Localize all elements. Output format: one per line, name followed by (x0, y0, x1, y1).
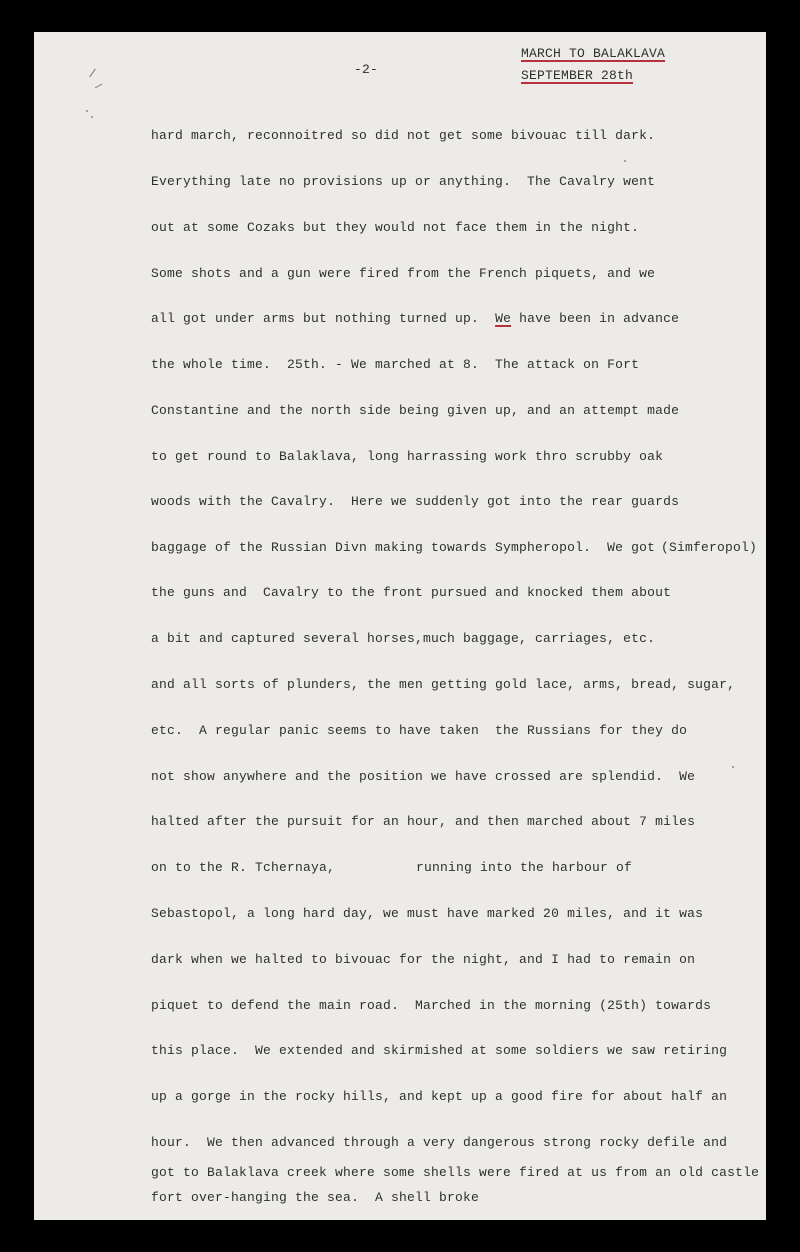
pencil-mark (95, 84, 102, 89)
text-line-8: to get round to Balaklava, long harrassing work thro scrubby oak (151, 449, 664, 464)
text-line-2: Everything late no provisions up or anything. The Cavalry went (151, 174, 656, 189)
document-page (34, 32, 766, 1220)
text-line-14: etc. A regular panic seems to have taken the Russians for they do (151, 723, 688, 738)
text-line-13: and all sorts of plunders, the men getting gold lace, arms, bread, sugar, (151, 677, 736, 692)
text-line-9: woods with the Cavalry. Here we suddenly got into the rear guards (151, 494, 680, 509)
text-line-18: Sebastopol, a long hard day, we must have marked 20 miles, and it was (151, 906, 704, 921)
text-line-19: dark when we halted to bivouac for the night, and I had to remain on (151, 952, 696, 967)
paper-speck (91, 116, 93, 118)
text-line-15: not show anywhere and the position we have crossed are splendid. We (151, 769, 696, 784)
text-line-3: out at some Cozaks but they would not face them in the night. (151, 220, 640, 235)
header-title: MARCH TO BALAKLAVA (521, 46, 666, 61)
paper-speck (86, 110, 88, 112)
text-line-17: on to the R. Tchernaya, (151, 860, 336, 875)
underlined-word: We (495, 311, 512, 326)
text-line-25: fort over-hanging the sea. A shell broke (151, 1190, 480, 1205)
text-line-24: got to Balaklava creek where some shells were fired at us from an old castle (151, 1165, 760, 1180)
text-line-23: hour. We then advanced through a very dangerous strong rocky defile and (151, 1135, 728, 1150)
text-line-11: the guns and Cavalry to the front pursued and knocked them about (151, 585, 672, 600)
margin-note: (Simferopol) (661, 540, 758, 555)
text-line-5-end: have been in advance (511, 311, 680, 326)
text-line-10: baggage of the Russian Divn making towards Sympheropol. We got (151, 540, 656, 555)
text-line-22: up a gorge in the rocky hills, and kept up a good fire for about half an (151, 1089, 728, 1104)
text-line-16: halted after the pursuit for an hour, and then marched about 7 miles (151, 814, 696, 829)
text-line-7: Constantine and the north side being given up, and an attempt made (151, 403, 680, 418)
text-line-17-end: running into the harbour of (416, 860, 633, 875)
pencil-mark (89, 69, 96, 78)
text-line-12: a bit and captured several horses,much baggage, carriages, etc. (151, 631, 656, 646)
paper-speck (732, 766, 734, 768)
paper-speck (624, 160, 626, 162)
text-line-21: this place. We extended and skirmished at some soldiers we saw retiring (151, 1043, 728, 1058)
header-date: SEPTEMBER 28th (521, 68, 634, 83)
text-line-5 (151, 311, 679, 326)
text-line-5-start: all got under arms but nothing turned up. (151, 311, 480, 326)
text-line-20: piquet to defend the main road. Marched in the morning (25th) towards (151, 998, 712, 1013)
text-line-6: the whole time. 25th. - We marched at 8. The attack on Fort (151, 357, 640, 372)
text-line-1: hard march, reconnoitred so did not get some bivouac till dark. (151, 128, 656, 143)
text-line-4: Some shots and a gun were fired from the French piquets, and we (151, 266, 656, 281)
page-number: -2- (354, 62, 379, 77)
